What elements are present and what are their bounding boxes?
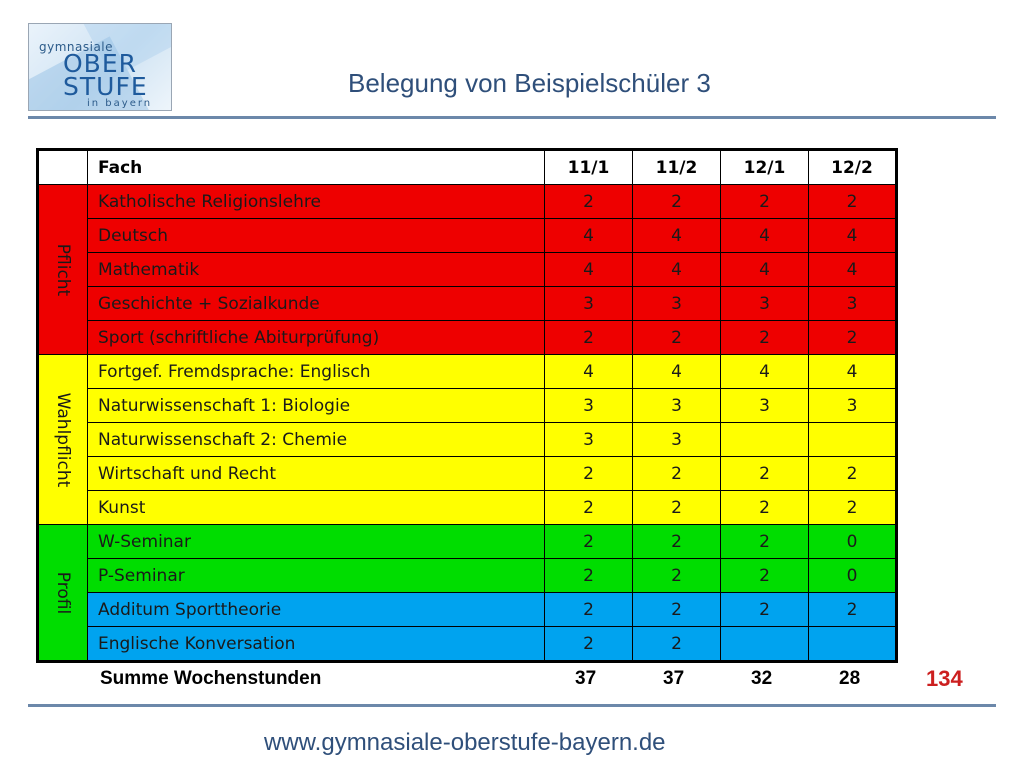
- table-row: [38, 593, 897, 627]
- page-title: Belegung von Beispielschüler 3: [348, 68, 711, 98]
- category-label: Pflicht: [53, 243, 73, 296]
- hours-cell: 2: [633, 185, 721, 219]
- hours-cell: 2: [721, 559, 809, 593]
- subject-name: P-Seminar: [88, 559, 545, 593]
- hours-cell: 3: [633, 287, 721, 321]
- logo-line-1: gymnasiale: [39, 40, 114, 54]
- header-semester: 11/1: [545, 150, 633, 185]
- table-row: [38, 457, 897, 491]
- subject-name: Sport (schriftliche Abiturprüfung): [88, 321, 545, 355]
- hours-cell: 2: [721, 593, 809, 627]
- hours-cell: 2: [633, 491, 721, 525]
- subject-name: Wirtschaft und Recht: [88, 457, 545, 491]
- hours-cell: 2: [809, 185, 897, 219]
- header-blank-cell: [38, 150, 88, 185]
- hours-cell: 3: [721, 389, 809, 423]
- hours-cell: 2: [633, 321, 721, 355]
- summary-11-1: 37: [575, 668, 597, 689]
- table-row: [38, 627, 897, 662]
- subject-name: Naturwissenschaft 1: Biologie: [88, 389, 545, 423]
- hours-cell: 2: [809, 491, 897, 525]
- hours-cell: 3: [809, 389, 897, 423]
- table-row: [38, 355, 897, 389]
- hours-cell: 4: [721, 253, 809, 287]
- hours-cell: 2: [633, 627, 721, 662]
- summary-12-2: 28: [839, 668, 861, 689]
- subject-name: Additum Sporttheorie: [88, 593, 545, 627]
- hours-cell: 3: [809, 287, 897, 321]
- subject-name: Deutsch: [88, 219, 545, 253]
- schedule-table: [36, 148, 898, 663]
- category-cell: [38, 185, 88, 355]
- category-cell: [38, 525, 88, 662]
- hours-cell: 4: [809, 355, 897, 389]
- table-row: [38, 389, 897, 423]
- hours-cell: 4: [545, 253, 633, 287]
- table-row: [38, 287, 897, 321]
- subject-name: Kunst: [88, 491, 545, 525]
- hours-cell: 2: [545, 185, 633, 219]
- header-fach: Fach: [88, 150, 545, 185]
- hours-cell: 2: [809, 321, 897, 355]
- footer-divider: [28, 704, 996, 707]
- hours-cell: 0: [809, 559, 897, 593]
- hours-cell: 3: [545, 423, 633, 457]
- hours-cell: 2: [721, 457, 809, 491]
- hours-cell: 2: [633, 457, 721, 491]
- logo-line-2: OBER: [63, 49, 137, 78]
- hours-cell: 2: [545, 491, 633, 525]
- hours-cell: [721, 627, 809, 662]
- subject-name: Englische Konversation: [88, 627, 545, 662]
- hours-cell: 4: [633, 355, 721, 389]
- summary-11-2: 37: [663, 668, 685, 689]
- hours-cell: 4: [633, 253, 721, 287]
- subject-name: Geschichte + Sozialkunde: [88, 287, 545, 321]
- hours-cell: 2: [545, 559, 633, 593]
- hours-cell: 4: [545, 219, 633, 253]
- summary-label: Summe Wochenstunden: [100, 668, 322, 689]
- logo-line-4: in bayern: [87, 98, 153, 109]
- hours-cell: 2: [633, 525, 721, 559]
- hours-cell: [809, 423, 897, 457]
- logo: [28, 23, 172, 111]
- hours-cell: 2: [545, 627, 633, 662]
- header-row: [38, 150, 897, 185]
- hours-cell: 2: [721, 525, 809, 559]
- category-cell: [38, 355, 88, 525]
- header-semester: 12/1: [721, 150, 809, 185]
- hours-cell: 2: [633, 593, 721, 627]
- hours-cell: 3: [545, 287, 633, 321]
- hours-cell: 4: [809, 253, 897, 287]
- header-semester: 12/2: [809, 150, 897, 185]
- summary-12-1: 32: [751, 668, 773, 689]
- table-row: [38, 185, 897, 219]
- hours-cell: [721, 423, 809, 457]
- hours-cell: 2: [721, 321, 809, 355]
- summary-row: [36, 668, 976, 694]
- header-semester: 11/2: [633, 150, 721, 185]
- subject-name: Mathematik: [88, 253, 545, 287]
- hours-cell: 4: [633, 219, 721, 253]
- table-row: [38, 559, 897, 593]
- hours-cell: 3: [545, 389, 633, 423]
- subject-name: Katholische Religionslehre: [88, 185, 545, 219]
- table-row: [38, 491, 897, 525]
- hours-cell: 4: [545, 355, 633, 389]
- header-divider: [28, 116, 996, 119]
- footer-url: www.gymnasiale-oberstufe-bayern.de: [264, 729, 666, 756]
- table-row: [38, 525, 897, 559]
- hours-cell: 2: [721, 185, 809, 219]
- subject-name: Naturwissenschaft 2: Chemie: [88, 423, 545, 457]
- hours-cell: 2: [809, 593, 897, 627]
- hours-cell: 4: [721, 219, 809, 253]
- hours-cell: 2: [721, 491, 809, 525]
- hours-cell: 4: [721, 355, 809, 389]
- table-row: [38, 423, 897, 457]
- subject-name: W-Seminar: [88, 525, 545, 559]
- category-label: Wahlpflicht: [53, 392, 73, 487]
- subject-name: Fortgef. Fremdsprache: Englisch: [88, 355, 545, 389]
- logo-line-3: STUFE: [63, 72, 148, 101]
- hours-cell: [809, 627, 897, 662]
- hours-cell: 3: [721, 287, 809, 321]
- hours-cell: 2: [545, 457, 633, 491]
- hours-cell: 2: [545, 593, 633, 627]
- hours-cell: 4: [809, 219, 897, 253]
- hours-cell: 3: [633, 423, 721, 457]
- table-row: [38, 321, 897, 355]
- table-row: [38, 253, 897, 287]
- hours-cell: 2: [809, 457, 897, 491]
- category-label: Profil: [53, 571, 73, 614]
- summary-total: 134: [926, 666, 963, 691]
- hours-cell: 2: [633, 559, 721, 593]
- hours-cell: 2: [545, 525, 633, 559]
- hours-cell: 3: [633, 389, 721, 423]
- table-row: [38, 219, 897, 253]
- hours-cell: 2: [545, 321, 633, 355]
- hours-cell: 0: [809, 525, 897, 559]
